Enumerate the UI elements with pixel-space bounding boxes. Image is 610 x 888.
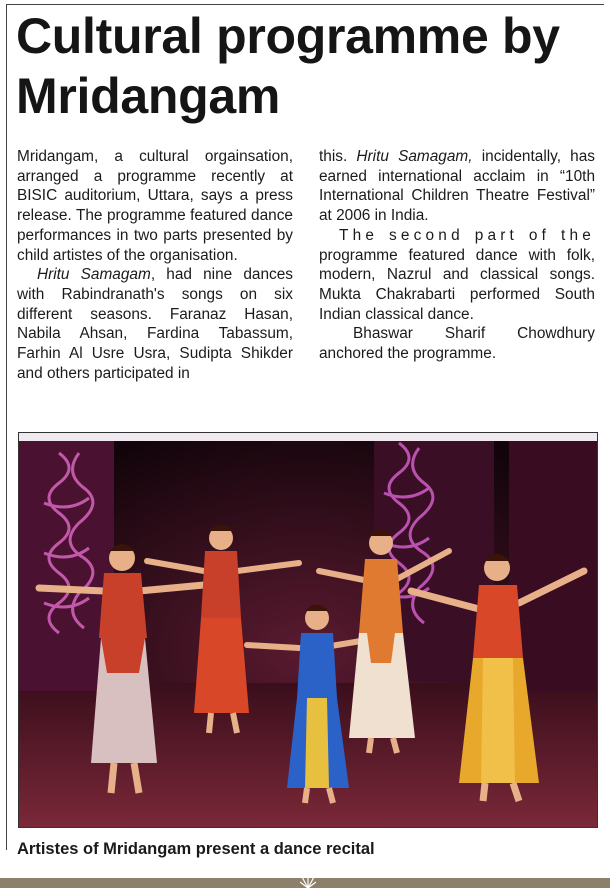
dance-recital-photo <box>18 432 598 828</box>
paragraph-3 <box>319 147 595 226</box>
article-column-right <box>319 147 595 364</box>
paragraph-2-text: , had nine dances with Rabindranath's songs on six different seasons. Faranaz Hasan, Nabila Ahsan, Fardina Tabassum, Farhin Al Usre Usra, Sudipta Shikder and others participated in <box>17 266 293 382</box>
photo-caption: Artistes of Mridangam present a dance recital <box>17 840 375 858</box>
sunburst-ornament-icon <box>300 872 316 888</box>
paragraph-1: Mridangam, a cultural orgainsation, arranged a programme recently at BISIC auditorium, Uttara, says a press release. The programme featured dance performances in two parts presented by child artistes of the organisation. <box>17 148 293 264</box>
paragraph-5: Bhaswar Sharif Chowdhury anchored the programme. <box>319 325 595 363</box>
paragraph-4-lead: The second part of the <box>339 226 595 244</box>
dancers-photo-icon <box>19 433 597 827</box>
paragraph-2 <box>17 265 293 383</box>
programme-title-2: Hritu Samagam, <box>356 148 473 165</box>
paragraph-3-lead: this. <box>319 148 357 165</box>
article-column-left <box>17 147 293 383</box>
paragraph-4 <box>319 226 595 325</box>
paragraph-3-text: incidentally, has earned international acclaim in “10th International Children Theatre Festival” at 2006 in India. <box>319 148 595 225</box>
top-rule <box>6 4 604 5</box>
headline: Cultural programme by Mridangam <box>16 8 560 124</box>
left-rule <box>6 4 7 850</box>
paragraph-4-text: programme featured dance with folk, modern, Nazrul and classical songs. Mukta Chakrabarti performed South Indian classical dance. <box>319 246 595 323</box>
programme-title: Hritu Samagam <box>37 266 151 284</box>
